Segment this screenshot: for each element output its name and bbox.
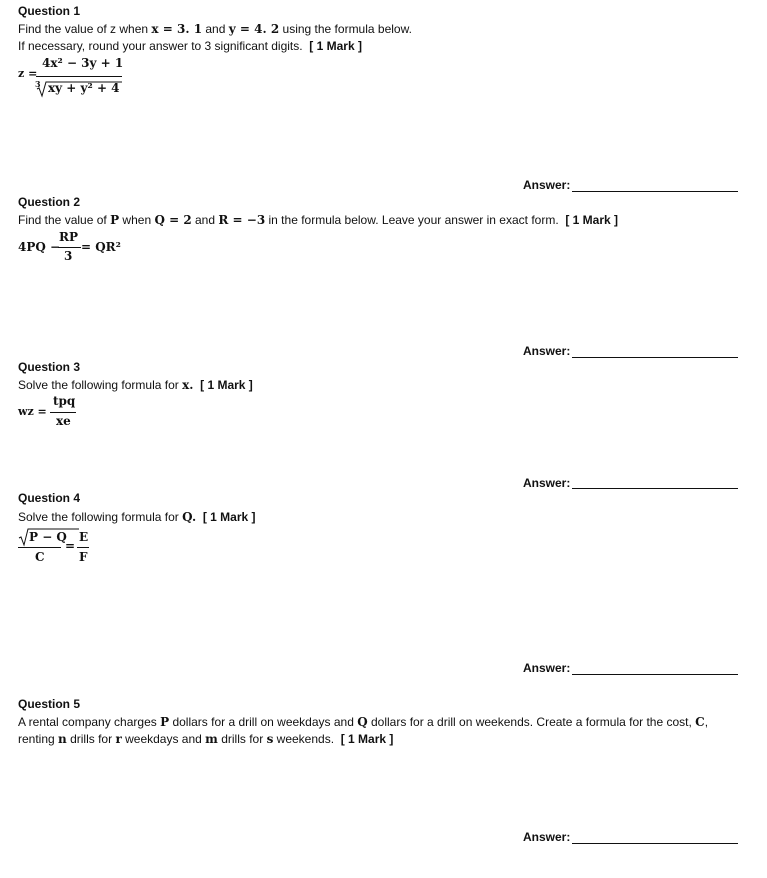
q4-answer-label: Answer:: [523, 661, 571, 675]
q4-title: Question 4: [18, 491, 81, 505]
q2-mark: [ 1 Mark ]: [565, 213, 619, 227]
q1-instruction-line1: Find the value of z when x = 3. 1 and y = 4. 2 using the formula below.: [18, 22, 412, 36]
q2-formula-rhs: = QR²: [81, 240, 121, 254]
q1-answer-line[interactable]: [572, 191, 738, 192]
q2-formula-denominator: 3: [64, 249, 73, 263]
q4-rhs-fraction-bar: [77, 547, 89, 548]
q1-mark: [ 1 Mark ]: [309, 39, 362, 53]
q3-mark: [ 1 Mark ]: [200, 378, 253, 392]
q3-formula-denominator: xe: [56, 414, 71, 428]
q4-fraction-bar: [18, 547, 61, 548]
q4-formula-denominator: C: [35, 550, 45, 564]
q2-answer-label: Answer:: [523, 344, 571, 358]
q2-formula-lhs: 4PQ −: [18, 240, 61, 254]
q2-fraction-bar: [58, 247, 81, 248]
q5-mark: [ 1 Mark ]: [340, 732, 394, 746]
q1-formula-numerator: 4x² − 3y + 1: [42, 56, 124, 70]
q5-title: Question 5: [18, 697, 81, 711]
q2-title: Question 2: [18, 195, 81, 209]
q2-formula-numerator: RP: [59, 230, 78, 244]
q3-answer-label: Answer:: [523, 476, 571, 490]
q4-formula-rhs-denominator: F: [79, 550, 88, 564]
q3-instruction-line1: Solve the following formula for x. [ 1 Mark ]: [18, 378, 253, 392]
q4-mark: [ 1 Mark ]: [202, 510, 256, 524]
q5-instruction-line2: renting n drills for r weekdays and m drills for s weekends. [ 1 Mark ]: [18, 732, 394, 746]
q4-formula-equals: =: [65, 539, 76, 553]
q2-instruction-line1: Find the value of P when Q = 2 and R = −3 in the formula below. Leave your answer in exact form. [ 1 Mark ]: [18, 213, 619, 227]
q1-answer-label: Answer:: [523, 178, 571, 192]
q1-formula-lhs: z =: [18, 67, 38, 80]
q3-fraction-bar: [50, 412, 76, 413]
q4-formula-numerator: P − Q: [29, 530, 67, 544]
q2-answer-line[interactable]: [572, 357, 738, 358]
q3-answer-line[interactable]: [572, 488, 738, 489]
q3-title: Question 3: [18, 360, 81, 374]
q4-answer-line[interactable]: [572, 674, 738, 675]
q1-instruction-line2: If necessary, round your answer to 3 significant digits. [ 1 Mark ]: [18, 39, 362, 53]
q3-formula-numerator: tpq: [53, 394, 76, 408]
q1-root-index: 3: [35, 79, 41, 89]
q4-formula-rhs-numerator: E: [79, 530, 89, 544]
q5-answer-line[interactable]: [572, 843, 738, 844]
q1-fraction-bar: [36, 76, 122, 77]
q4-instruction-line1: Solve the following formula for Q. [ 1 Mark ]: [18, 510, 256, 524]
q5-answer-label: Answer:: [523, 830, 571, 844]
q3-formula-lhs: wz =: [18, 405, 47, 418]
q1-formula-denominator: xy + y² + 4: [48, 81, 120, 95]
q1-title: Question 1: [18, 4, 81, 18]
q5-instruction-line1: A rental company charges P dollars for a drill on weekdays and Q dollars for a drill on weekends. Create a formula for the cost, C,: [18, 715, 709, 729]
